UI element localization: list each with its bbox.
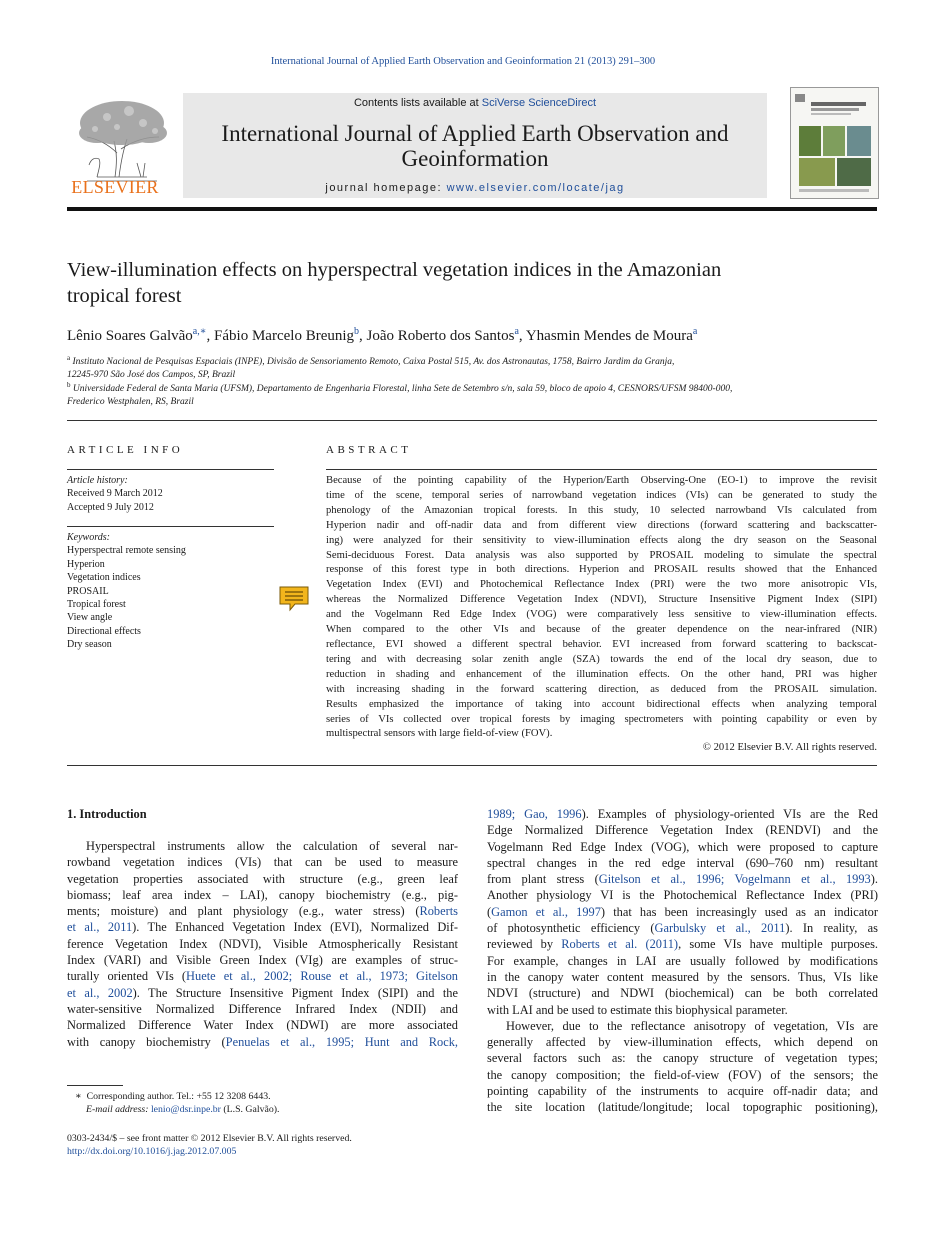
text-line: turally oriented VIs (Huete et al., 2002; Rouse et al., 1973; Gitelson [67, 969, 458, 984]
affiliation-mark[interactable]: a [514, 326, 519, 337]
keyword: Hyperspectral remote sensing [67, 545, 186, 557]
author-list: Lênio Soares Galvão$^{a,∗}$, Fábio Marcelo Breunig$^b$, João Roberto dos Santos$^a$, Yhasmin Mendes de Moura$^a$ [67, 326, 698, 344]
section-heading: 1. Introduction [67, 807, 147, 821]
citation-link[interactable]: 1989; Gao, 1996 [487, 807, 582, 821]
divider [326, 469, 877, 470]
header-rule [67, 207, 877, 211]
text-line: et al., 2002). The Structure Insensitive Pigment Index (SIPI) and the [67, 985, 458, 1000]
text-line: Hyperspectral instruments allow the calculation of several nar- [86, 839, 458, 853]
text-line: biomass; leaf area index – LAI), canopy biochemistry (e.g., pig- [67, 887, 458, 902]
author: Yhasmin Mendes de Moura [525, 328, 693, 344]
citation-link[interactable]: Roberts [419, 904, 458, 919]
keyword: Directional effects [67, 625, 141, 637]
issn-line: 0303-2434/$ – see front matter © 2012 Elsevier B.V. All rights reserved. [67, 1133, 352, 1144]
journal-header [183, 93, 767, 198]
divider [67, 469, 274, 470]
journal-title: International Journal of Applied Earth Observation and Geoinformation [221, 121, 729, 171]
copyright: © 2012 Elsevier B.V. All rights reserved. [702, 742, 877, 753]
text-line: the canopy composition; the field-of-view (FOV) of the sensors; the [487, 1067, 878, 1082]
doi-link[interactable]: http://dx.doi.org/10.1016/j.jag.2012.07.005 [67, 1146, 237, 1157]
text-line: Index (VARI) and Visible Green Index (VIg) are examples of struc- [67, 953, 458, 968]
abstract-line: Semi-deciduous Forest. Data analysis was also supported by PROSAIL modeling to simulate the spectral [326, 549, 877, 561]
affiliation-b: $^b$ Universidade Federal de Santa Maria (UFSM), Departamento de Engenharia Florestal, linha Sete de Setembro s/n, sala 59, bloco de apoio 4, CESNORS/UFSM 98400-000, Frederico Westphalen, RS, Brazil [67, 381, 733, 408]
affiliation-mark[interactable]: a,∗ [192, 326, 207, 337]
text-line: water-sensitive Normalized Difference Infrared Index (NDII) and [67, 1001, 458, 1016]
text-line: ference Vegetation Index (NDVI), Visible Atmospherically Resistant [67, 936, 458, 951]
text-line: Vogelmann Red Edge Index (VOG), which were proposed to capture [487, 839, 878, 854]
citation-link[interactable]: Huete et al., 2002; Rouse et al., 1973; Gitelson [186, 969, 458, 984]
keyword: Tropical forest [67, 599, 126, 611]
text-line: Normalized Difference Water Index (NDWI) are more associated [67, 1018, 458, 1033]
text-line: vegetation properties associated with structure (e.g., green leaf [67, 871, 458, 886]
text-line: generally affected by view-illumination effects, which depend on [487, 1035, 878, 1050]
note-icon [278, 584, 310, 614]
text-line: reviewed by Roberts et al. (2011), some VIs have multiple purposes. [487, 937, 878, 952]
homepage-link[interactable]: www.elsevier.com/locate/jag [446, 182, 625, 194]
abstract-line: multispectral sensors with large field-of-view (FOV). [326, 728, 553, 740]
abstract-line: When compared to the other VIs and because of the greater dependence on the near-infrared (NIR) [326, 624, 877, 636]
citation-link[interactable]: Garbulsky et al., 2011 [654, 921, 786, 936]
abstract-line: tering and with decreasing solar zenith angle (SZA) towards the end of the local dry season, due to [326, 653, 877, 665]
abstract-line: whereas the Normalized Difference Vegetation Index (NDVI), Structure Insensitive Pigment Index (SIPI) [326, 594, 877, 606]
elsevier-wordmark: ELSEVIER [71, 177, 159, 197]
footnote-rule [67, 1085, 123, 1086]
citation-link[interactable]: et al., 2011 [67, 920, 133, 935]
journal-cover-thumbnail[interactable] [790, 87, 879, 199]
text-line: pointing capability of the instruments to acquire off-nadir data; and [487, 1084, 878, 1099]
citation-link[interactable]: Gamon et al., 1997 [491, 904, 601, 919]
text-line: For example, changes in LAI are usually followed by modifications [487, 953, 878, 968]
text-line: from plant stress (Gitelson et al., 1996; Vogelmann et al., 1993). [487, 872, 878, 887]
cover-image-icon [791, 88, 878, 198]
author: Fábio Marcelo Breunig [214, 328, 355, 344]
abstract-line: phenology of the Amazonian tropical forests. In this study, 10 selected narrowband VIs calculated from [326, 504, 877, 516]
divider [67, 526, 274, 527]
abstract-line: response of this forest type in both directions. Hyperion and PROSAIL results showed that the Enhanced [326, 564, 877, 576]
contents-line: Contents lists available at SciVerse ScienceDirect [353, 97, 597, 109]
citation-link[interactable]: et al., 2002 [67, 985, 133, 1000]
text-line: with LAI and be used to estimate this biophysical parameter. [487, 1002, 788, 1017]
footnote: ∗ Corresponding author. Tel.: +55 12 3208 6443. E-mail address: lenio@dsr.inpe.br (L.S. Galvão). [75, 1091, 280, 1116]
text-line: rowband vegetation indices (VIs) that can be used to measure [67, 855, 458, 870]
keyword: PROSAIL [67, 585, 109, 597]
author: João Roberto dos Santos [366, 328, 515, 344]
text-line: et al., 2011). The Enhanced Vegetation Index (EVI), Normalized Dif- [67, 920, 458, 935]
text-line: (Gamon et al., 1997) that has been increasingly used as an indicator [487, 904, 879, 919]
text-line: NDVI (structure) and NDWI (biochemical) can be both correlated [487, 986, 878, 1001]
abstract-body [326, 474, 877, 742]
citation-link[interactable]: Roberts et al. (2011) [561, 937, 679, 952]
text-line: of photosynthetic efficiency (Garbulsky et al., 2011). In reality, as [487, 921, 878, 936]
keyword: Dry season [67, 639, 112, 651]
abstract-line: reduction in shading and enhancement of the illumination effects. On the other hand, PRI was higher [326, 668, 877, 680]
text-line: several factors such as: the canopy structure of vegetation types; [487, 1051, 878, 1066]
abstract-heading: ABSTRACT [326, 444, 412, 456]
author: Lênio Soares Galvão [67, 328, 193, 344]
article-history: Article history: Received 9 March 2012 Accepted 9 July 2012 [67, 475, 163, 513]
text-line: 1989; Gao, 1996). Examples of physiology-oriented VIs are the Red [487, 807, 878, 821]
email-link[interactable]: lenio@dsr.inpe.br [150, 1104, 221, 1116]
intro-right-column [487, 806, 878, 1116]
abstract-line: Results emphasized the importance of taking into account bidirectional effects when analyzing temporal [326, 698, 877, 710]
elsevier-logo[interactable] [67, 93, 177, 201]
article-info-heading: ARTICLE INFO [67, 444, 184, 456]
abstract-line: Because of the pointing capability of the Hyperion/Earth Observing-One (EO-1) to improve the revisit [326, 475, 877, 486]
text-line: However, due to the reflectance anisotropy of vegetation, VIs are [506, 1018, 878, 1033]
text-line: the site location (latitude/longitude; local topographic positioning), [487, 1100, 878, 1115]
journal-homepage: journal homepage: www.elsevier.com/locate/jag [325, 182, 625, 194]
abstract-line: ing) were analyzed for their sensitivity to view-illumination effects along the dry season on the Seasonal [326, 534, 877, 546]
text-line: spectral changes in the red edge interval (690–760 nm) resultant [487, 855, 878, 870]
abstract-line: reflectance, EVI showed a different spectral behavior. EVI increased from forward scattering to backscat- [326, 638, 877, 650]
text-line: ments; moisture) and plant physiology (e.g., water stress) (Roberts [67, 904, 458, 919]
abstract-line: series of VIs collected over tropical forests by imaging spectrometers with pointing capability or even by [326, 713, 877, 725]
abstract-line: with increasing shading in the forward scattering direction, as deduced from the PROSAIL simulation. [326, 683, 877, 695]
affiliation-mark[interactable]: a [692, 326, 698, 337]
paper-title: View-illumination effects on hyperspectral vegetation indices in the Amazonian tropical forest [67, 259, 722, 307]
citation-link[interactable]: Gitelson et al., 1996; Vogelmann et al., 1993 [598, 872, 871, 887]
keywords: Keywords: Hyperspectral remote sensing Hyperion Vegetation indices PROSAIL Tropical forest View angle Directional effects Dry season [67, 531, 274, 652]
text-line: Another physiology VI is the Photochemical Reflectance Index (PRI) [487, 888, 878, 903]
keyword: Hyperion [67, 558, 105, 570]
abstract-line: Hyperion nadir and off-nadir data and from different view directions (forward scattering and backscatter- [326, 519, 877, 531]
text-line: Edge Normalized Difference Vegetation Index (RENDVI) and the [487, 823, 878, 838]
intro-left-column [67, 838, 458, 1050]
keyword: View angle [67, 612, 113, 624]
abstract-line: Vegetation Index (EVI) and Photochemical Reflectance Index (PRI) were the two more anisotropic VIs, [326, 579, 877, 591]
running-head[interactable]: International Journal of Applied Earth Observation and Geoinformation 21 (2013) 291–300 [270, 56, 656, 67]
abstract-line: and the Vogelmann Red Edge Index (VOG) were comparatively less sensitive to view-illumination effects. [326, 609, 877, 621]
comment-note-icon[interactable] [278, 584, 310, 614]
text-line: with canopy biochemistry (Penuelas et al., 1995; Hunt and Rock, [67, 1034, 459, 1049]
affiliation-a: $^a$ Instituto Nacional de Pesquisas Espaciais (INPE), Divisão de Sensoriamento Remoto, Caixa Postal 515, Av. dos Astronautas, 1758, Bairro Jardim da Granja, 12245-970 São José dos Campos, SP, Brazil [67, 354, 675, 381]
abstract-line: time of the scene, temporal series of narrowband vegetation indices (VIs) can be generated to study the [326, 489, 877, 501]
divider [67, 420, 877, 421]
divider [67, 765, 877, 766]
keyword: Vegetation indices [67, 572, 141, 584]
citation-link[interactable]: Penuelas et al., 1995; Hunt and Rock, [225, 1034, 459, 1049]
affiliation-mark[interactable]: b [354, 326, 360, 337]
text-line: in the canopy water content measured by the sensors. Thus, VIs like [487, 969, 878, 984]
sciencedirect-link[interactable]: SciVerse ScienceDirect [481, 97, 597, 109]
